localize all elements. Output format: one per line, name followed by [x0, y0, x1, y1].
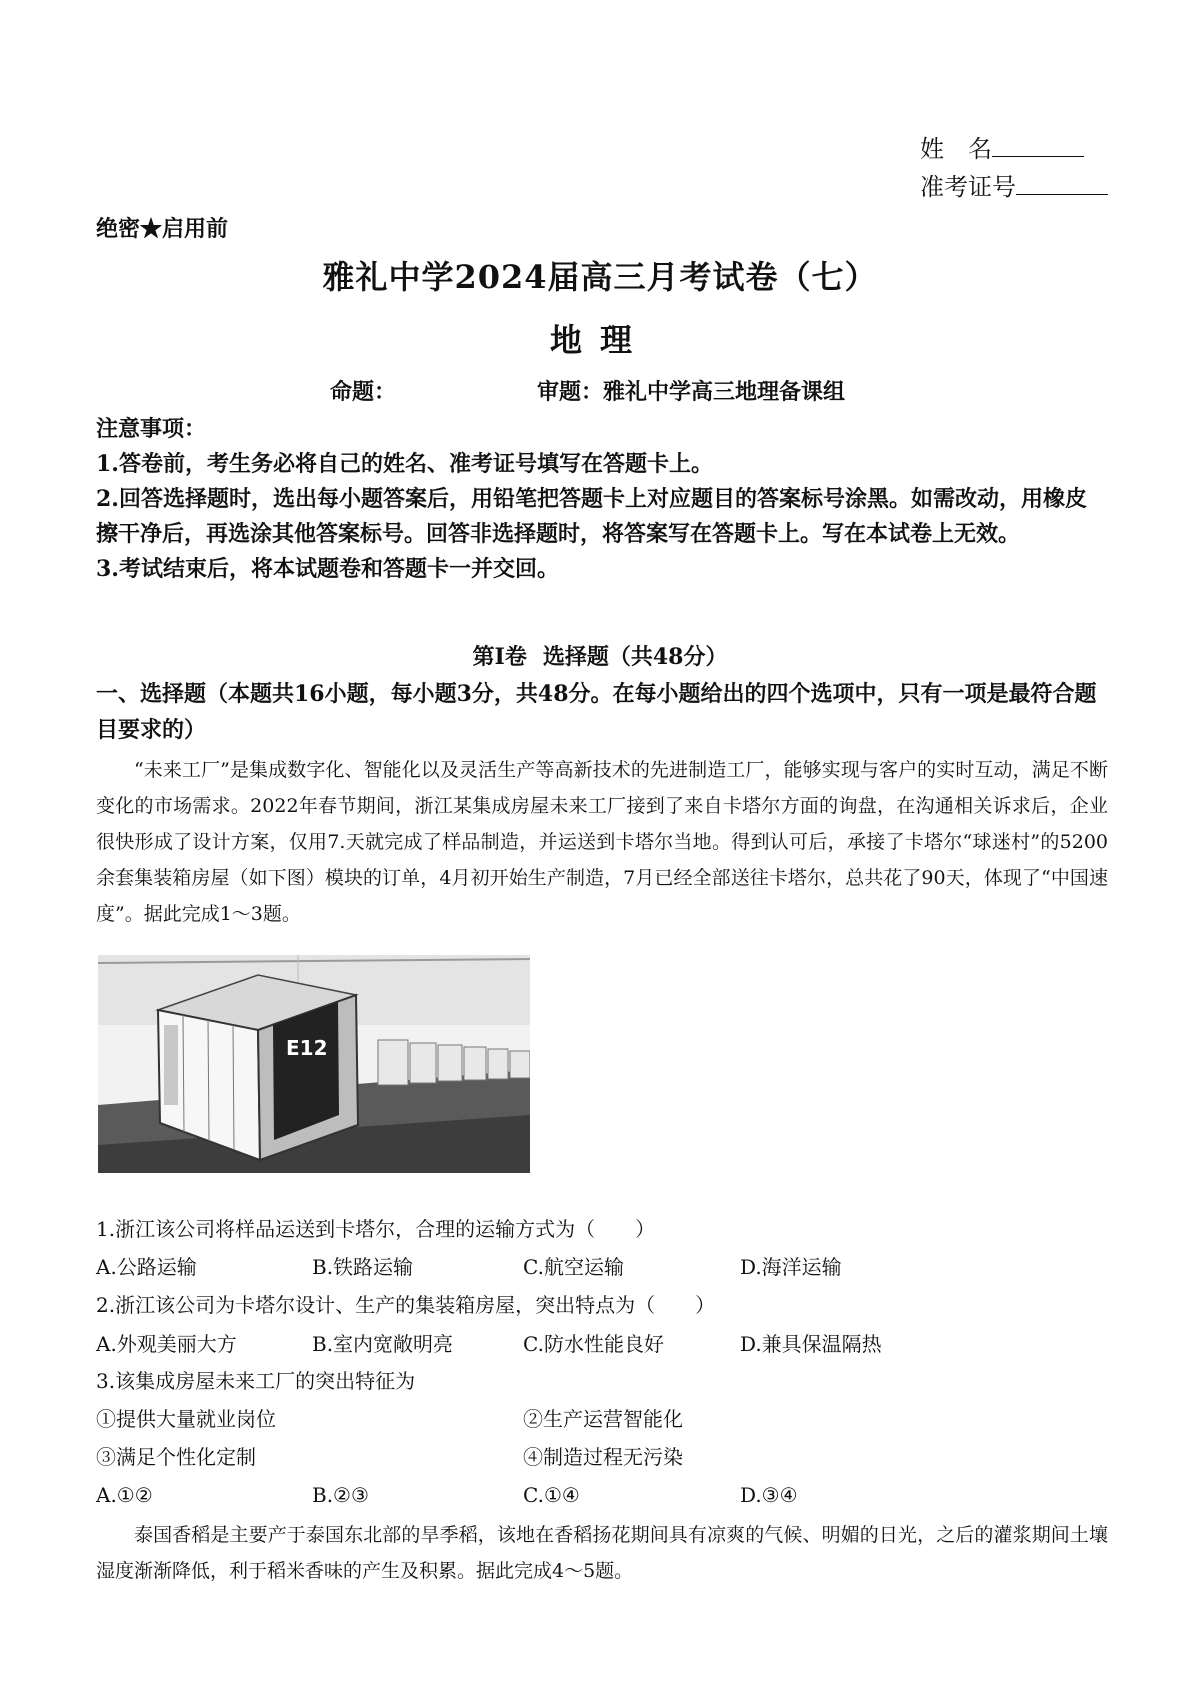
exam-id-blank: [1016, 172, 1108, 195]
note-item: 2.回答选择题时，选出每小题答案后，用铅笔把答题卡上对应题目的答案标号涂黑。如需改动，用橡皮擦干净后，再选涂其他答案标号。回答非选择题时，将答案写在答题卡上。写在本试卷上无效。: [96, 486, 1087, 547]
option-d: D.兼具保温隔热: [740, 1332, 882, 1356]
name-blank: [992, 134, 1084, 157]
setter: 命题：: [330, 379, 397, 405]
question-3-statements: [96, 1404, 1106, 1434]
option-c: C.①④: [523, 1483, 580, 1507]
statement-4: ④制造过程无污染: [523, 1445, 683, 1469]
name-label: 姓 名: [920, 135, 992, 163]
photo-label: E12: [286, 1036, 328, 1060]
option-a: A.外观美丽大方: [96, 1332, 237, 1356]
candidate-info: [920, 130, 1110, 206]
option-c: C.航空运输: [523, 1255, 624, 1279]
secret-label: 绝密★启用前: [96, 216, 229, 242]
name-line: [920, 130, 1110, 168]
notes: [96, 412, 1106, 587]
option-c: C.防水性能良好: [523, 1332, 664, 1356]
statement-3: ③满足个性化定制: [96, 1445, 256, 1469]
question-1-options: [96, 1252, 1106, 1282]
option-a: A.①②: [96, 1483, 153, 1507]
section-title: 选择题（共48分）: [542, 644, 728, 670]
note-item: 3.考试结束后，将本试题卷和答题卡一并交回。: [96, 556, 559, 582]
volume-label: 第Ⅰ卷: [472, 644, 527, 670]
note-item: 1.答卷前，考生务必将自己的姓名、准考证号填写在答题卡上。: [96, 451, 713, 477]
passage-1: [96, 752, 1108, 932]
question-3-stem: 3.该集成房屋未来工厂的突出特征为: [96, 1369, 416, 1393]
statement-1: ①提供大量就业岗位: [96, 1407, 276, 1431]
section-heading: [0, 640, 1200, 671]
statement-2: ②生产运营智能化: [523, 1407, 683, 1431]
passage-1-text: “未来工厂”是集成数字化、智能化以及灵活生产等高新技术的先进制造工厂，能够实现与客户的实时互动，满足不断变化的市场需求。2022年春节期间，浙江某集成房屋未来工厂接到了来自卡塔尔方面的询盘，在沟通相关诉求后，企业很快形成了设计方案，仅用7.天就完成了样品制造，并运送到卡塔尔当地。得到认可后，承接了卡塔尔“球迷村”的5200余套集装箱房屋（如下图）模块的订单，4月初开始生产制造，7月已经全部送往卡塔尔，总共花了90天，体现了“中国速度”。据此完成1～3题。: [96, 759, 1108, 925]
container-house-photo: [98, 955, 530, 1173]
option-a: A.公路运输: [96, 1255, 197, 1279]
question-3-options: [96, 1480, 1106, 1510]
reviewer: 审题：雅礼中学高三地理备课组: [537, 379, 846, 405]
part-heading: 一、选择题（本题共16小题，每小题3分，共48分。在每小题给出的四个选项中，只有一项是最符合题目要求的）: [96, 681, 1097, 743]
option-d: D.③④: [740, 1483, 798, 1507]
subject-title: 地理: [549, 321, 650, 359]
passage-2: [96, 1517, 1108, 1589]
question-2-options: [96, 1329, 1106, 1359]
question-1-stem: 1.浙江该公司将样品运送到卡塔尔，合理的运输方式为（ ）: [96, 1217, 656, 1241]
question-3-statements: [96, 1442, 1106, 1472]
option-d: D.海洋运输: [740, 1255, 842, 1279]
exam-id-label: 准考证号: [920, 173, 1016, 201]
passage-2-text: 泰国香稻是主要产于泰国东北部的旱季稻，该地在香稻扬花期间具有凉爽的气候、明媚的日光，之后的灌浆期间土壤湿度渐渐降低，利于稻米香味的产生及积累。据此完成4～5题。: [96, 1524, 1108, 1582]
exam-id-line: [920, 168, 1110, 206]
option-b: B.室内宽敞明亮: [312, 1332, 454, 1356]
question-2-stem: 2.浙江该公司为卡塔尔设计、生产的集装箱房屋，突出特点为（ ）: [96, 1293, 716, 1317]
exam-title: 雅礼中学2024届高三月考试卷（七）: [322, 258, 878, 296]
option-b: B.②③: [312, 1483, 369, 1507]
notes-heading: 注意事项：: [96, 416, 207, 442]
option-b: B.铁路运输: [312, 1255, 414, 1279]
